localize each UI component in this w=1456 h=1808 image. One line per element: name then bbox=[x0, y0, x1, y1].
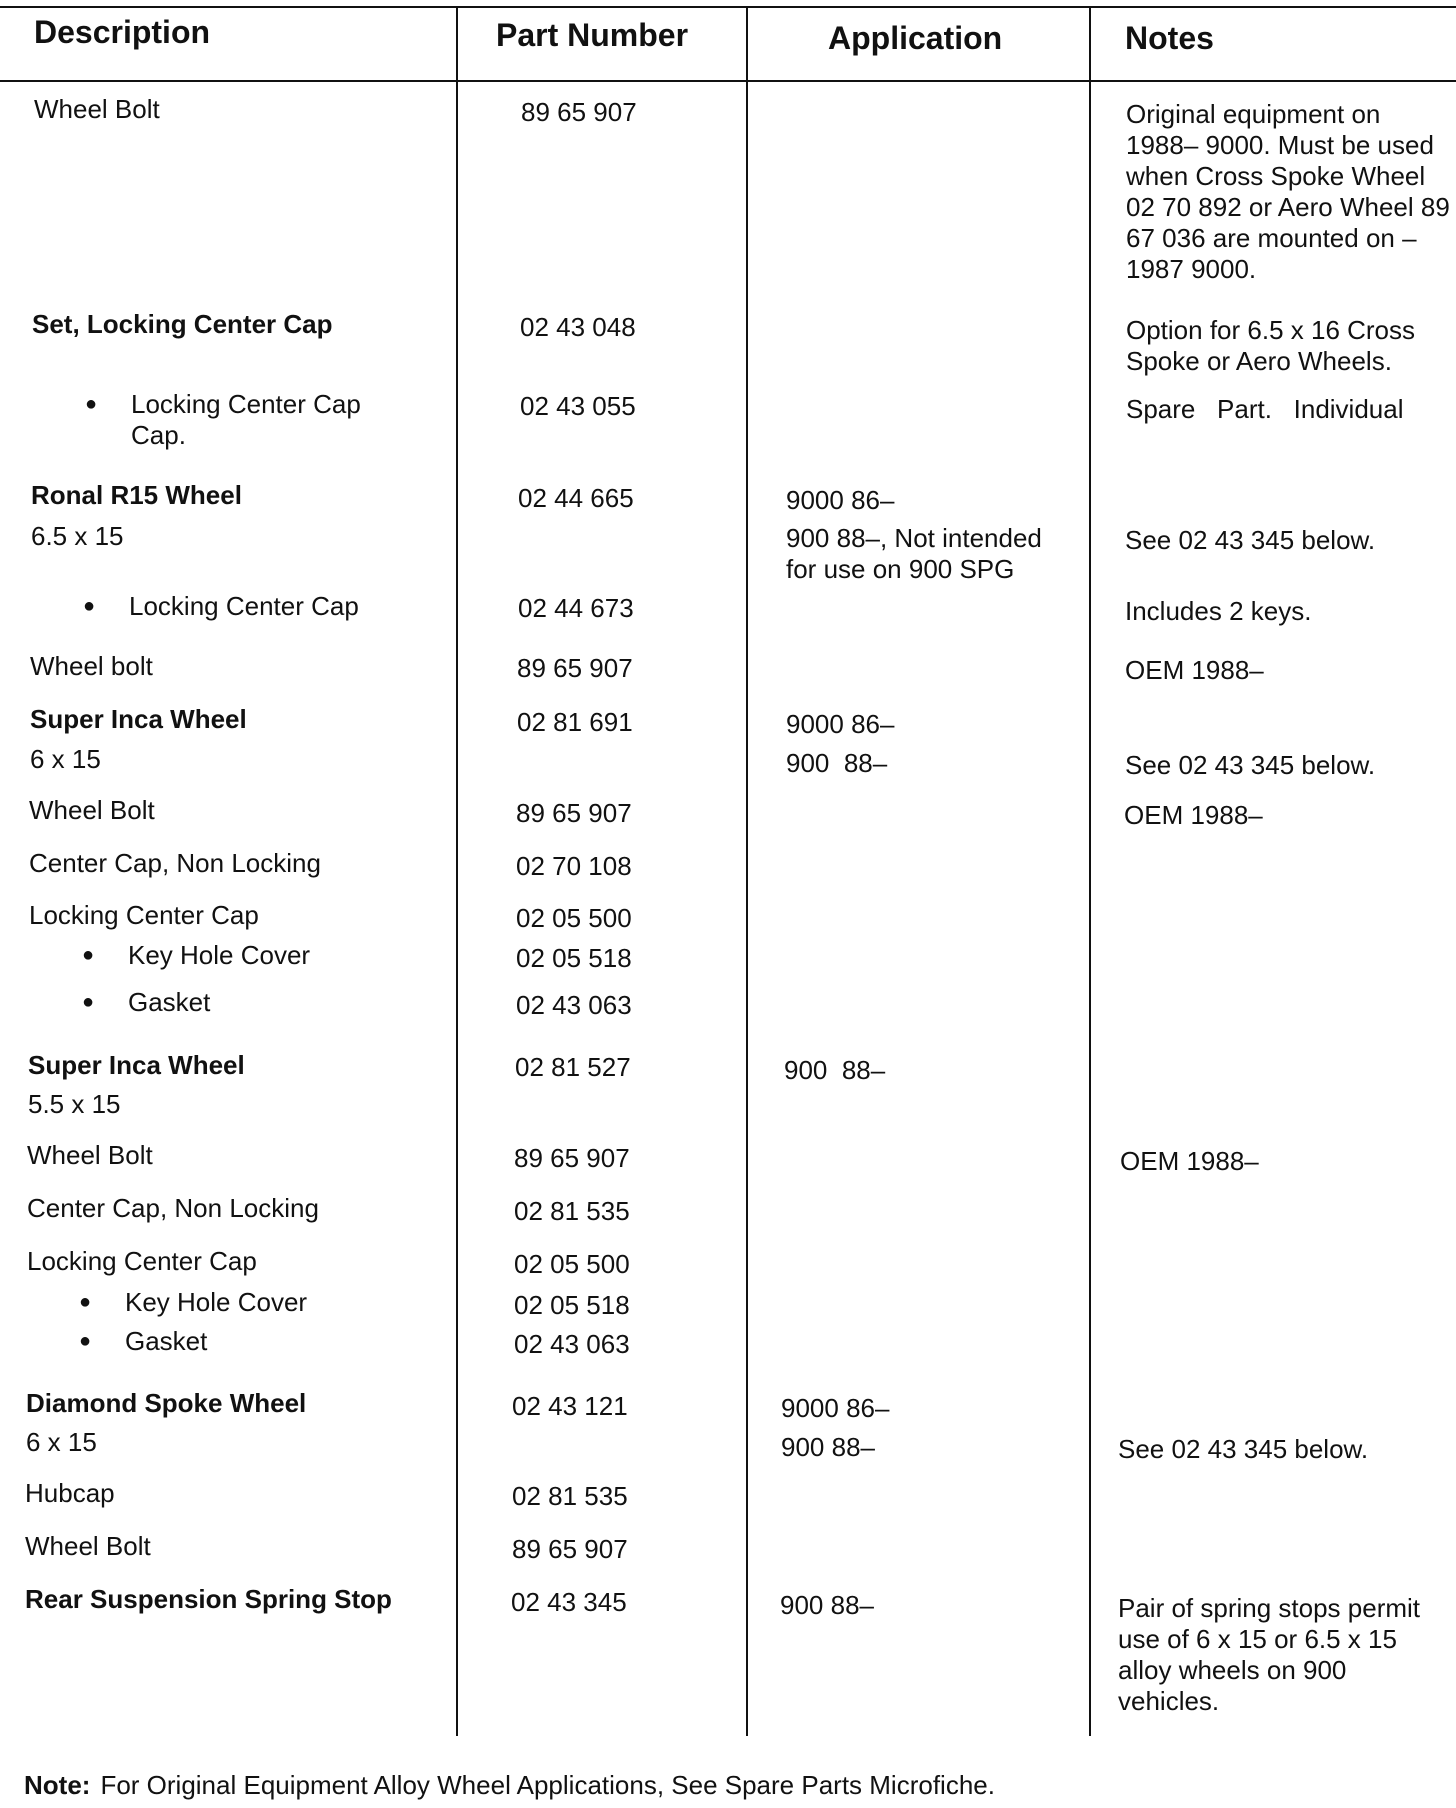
row-description: Super Inca Wheel bbox=[28, 1050, 245, 1080]
row-description: Center Cap, Non Locking bbox=[29, 848, 321, 878]
row-part-number: 02 43 121 bbox=[512, 1391, 628, 1421]
row-application: 900 88–, Not intended for use on 900 SPG bbox=[786, 523, 1042, 584]
row-part-number: 02 05 518 bbox=[514, 1290, 630, 1320]
row-application: 900 88– bbox=[780, 1590, 874, 1620]
row-description: ● Gasket bbox=[128, 987, 210, 1018]
row-part-number: 02 43 345 bbox=[511, 1587, 627, 1617]
row-description: Locking Center Cap bbox=[29, 900, 259, 930]
row-description: ● Key Hole Cover bbox=[128, 940, 310, 971]
row-part-number: 02 81 535 bbox=[512, 1481, 628, 1511]
row-description: Set, Locking Center Cap bbox=[32, 309, 333, 339]
header-description: Description bbox=[34, 14, 211, 50]
row-part-number: 02 44 665 bbox=[518, 483, 634, 513]
row-description: 6.5 x 15 bbox=[31, 521, 124, 551]
row-application: 900 88– bbox=[781, 1432, 875, 1462]
table-top-rule bbox=[0, 6, 1456, 8]
row-description: Wheel Bolt bbox=[29, 795, 155, 825]
row-notes: OEM 1988– bbox=[1125, 655, 1264, 685]
row-description: Wheel Bolt bbox=[27, 1140, 153, 1170]
row-notes: Spare Part. Individual bbox=[1126, 394, 1404, 424]
row-part-number: 02 81 535 bbox=[514, 1196, 630, 1226]
row-description: Hubcap bbox=[25, 1478, 115, 1508]
row-description: Diamond Spoke Wheel bbox=[26, 1388, 307, 1418]
row-description: Locking Center Cap bbox=[27, 1246, 257, 1276]
row-part-number: 02 70 108 bbox=[516, 851, 632, 881]
row-description: Rear Suspension Spring Stop bbox=[25, 1584, 392, 1614]
row-notes: See 02 43 345 below. bbox=[1125, 750, 1376, 780]
row-application: 9000 86– bbox=[781, 1393, 890, 1423]
row-part-number: 89 65 907 bbox=[517, 653, 633, 683]
row-notes: See 02 43 345 below. bbox=[1125, 525, 1376, 555]
row-part-number: 02 05 518 bbox=[516, 943, 632, 973]
row-part-number: 02 43 055 bbox=[520, 391, 636, 421]
row-part-number: 89 65 907 bbox=[516, 798, 632, 828]
row-part-number: 89 65 907 bbox=[521, 97, 637, 127]
row-description: Super Inca Wheel bbox=[30, 704, 247, 734]
row-part-number: 02 43 048 bbox=[520, 312, 636, 342]
row-notes: See 02 43 345 below. bbox=[1118, 1434, 1369, 1464]
row-description: Ronal R15 Wheel bbox=[31, 480, 242, 510]
row-description: Center Cap, Non Locking bbox=[27, 1193, 319, 1223]
column-divider-1 bbox=[456, 6, 458, 1736]
row-part-number: 02 43 063 bbox=[514, 1329, 630, 1359]
footnote-text: For Original Equipment Alloy Wheel Applications, See Spare Parts Microfiche. bbox=[100, 1770, 995, 1800]
row-notes: OEM 1988– bbox=[1124, 800, 1263, 830]
row-part-number: 02 43 063 bbox=[516, 990, 632, 1020]
footnote-label: Note: bbox=[24, 1770, 91, 1800]
row-application: 9000 86– bbox=[786, 485, 895, 515]
row-description: 6 x 15 bbox=[30, 744, 101, 774]
row-description: 6 x 15 bbox=[26, 1427, 97, 1457]
header-bottom-rule bbox=[0, 80, 1456, 82]
row-notes: Pair of spring stops permit use of 6 x 15 or 6.5 x 15 alloy wheels on 900 vehicles. bbox=[1118, 1593, 1421, 1716]
row-part-number: 02 05 500 bbox=[514, 1249, 630, 1279]
row-application: 900 88– bbox=[786, 748, 888, 778]
row-application: 900 88– bbox=[784, 1055, 886, 1085]
row-part-number: 02 81 691 bbox=[517, 707, 633, 737]
row-notes: OEM 1988– bbox=[1120, 1146, 1259, 1176]
row-notes: Original equipment on 1988– 9000. Must be used when Cross Spoke Wheel 02 70 892 or Aero Wheel 89 67 036 are mounted on –1987 9000. bbox=[1126, 99, 1450, 284]
row-notes: Option for 6.5 x 16 Cross Spoke or Aero Wheels. bbox=[1126, 315, 1416, 376]
row-description: ● Gasket bbox=[125, 1326, 207, 1357]
header-notes: Notes bbox=[1125, 20, 1214, 56]
row-part-number: 02 05 500 bbox=[516, 903, 632, 933]
header-application: Application bbox=[828, 20, 1003, 56]
row-description: Wheel Bolt bbox=[25, 1531, 151, 1561]
row-description: ● Locking Center Cap bbox=[129, 591, 359, 622]
footnote bbox=[24, 1770, 995, 1800]
row-part-number: 89 65 907 bbox=[512, 1534, 628, 1564]
row-part-number: 02 81 527 bbox=[515, 1052, 631, 1082]
column-divider-2 bbox=[746, 6, 748, 1736]
row-description: Wheel bolt bbox=[30, 651, 153, 681]
header-part-number: Part Number bbox=[496, 17, 689, 53]
row-description: ● Locking Center Cap Cap. bbox=[131, 389, 401, 451]
row-description: 5.5 x 15 bbox=[28, 1089, 121, 1119]
row-notes: Includes 2 keys. bbox=[1125, 596, 1312, 626]
row-part-number: 89 65 907 bbox=[514, 1143, 630, 1173]
row-part-number: 02 44 673 bbox=[518, 593, 634, 623]
row-application: 9000 86– bbox=[786, 709, 895, 739]
column-divider-3 bbox=[1089, 6, 1091, 1736]
row-description: ● Key Hole Cover bbox=[125, 1287, 307, 1318]
row-description: Wheel Bolt bbox=[34, 94, 160, 124]
